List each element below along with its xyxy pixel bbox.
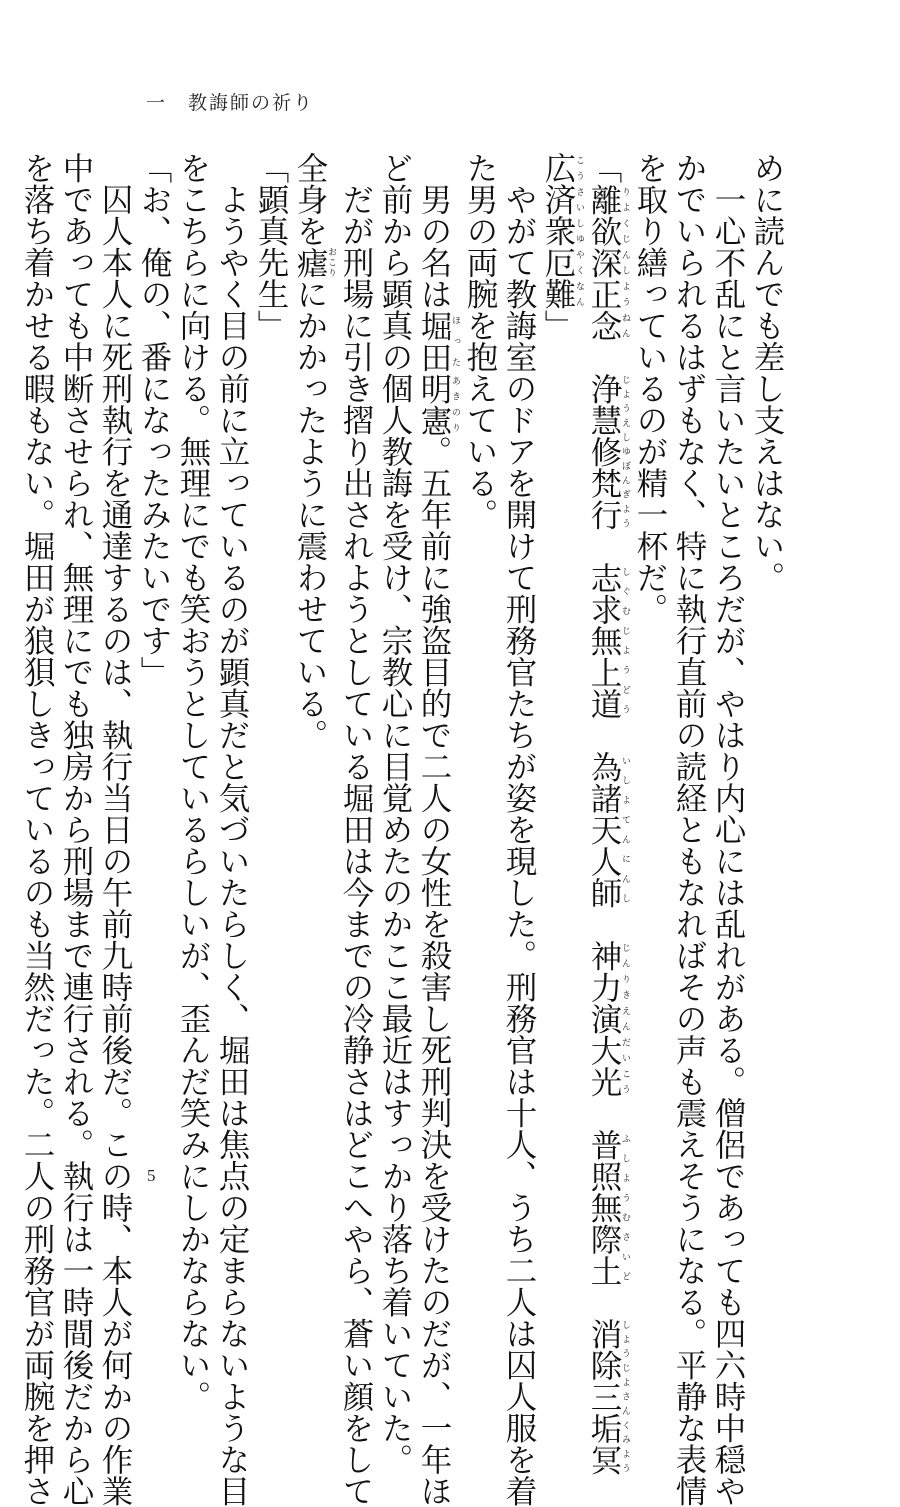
vertical-body-text: [19, 152, 786, 1507]
text-line: 中であっても中断させられ、無理にでも独房から刑場まで連行される。執行は一時間後だから心: [58, 152, 94, 1507]
running-head: 一 教誨師の祈り: [146, 92, 315, 114]
text-line: た男の両腕を抱えている。: [462, 152, 498, 530]
furigana: 消除三垢冥しようじよさんくみよう: [586, 1317, 630, 1475]
text-line: を落ち着かせる暇もない。堀田が狼狽しきっているのも当然だった。二人の刑務官が両腕を押さ: [19, 152, 55, 1507]
furigana: 志求無上道しぐむじようどう: [586, 561, 630, 719]
furigana: 為諸天人師いしよてんにんし: [586, 750, 630, 908]
furigana: 浄慧修梵行じようえしゆぼんぎよう: [586, 372, 630, 530]
text-line: めに読んでも差し支えはない。: [749, 152, 785, 593]
text-line: ようやく目の前に立っているのが顕真だと気づいたらしく、堀田は焦点の定まらないような目: [214, 152, 250, 1507]
page-number: 5: [147, 1166, 156, 1185]
furigana: 神力演大光じんりきえんだいこう: [586, 939, 630, 1097]
text-line: やがて教誨室のドアを開けて刑務官たちが姿を現した。刑務官は十人、うち二人は囚人服を着: [501, 152, 537, 1507]
furigana: 明憲あきのり: [416, 372, 460, 436]
text-line: かでいられるはずもなく、特に執行直前の読経ともなればその声も震えそうになる。平静な表情: [671, 152, 707, 1507]
text-line: 「お、俺の、番になったみたいです」: [136, 152, 172, 688]
furigana: 普照無際土ふしようむさいど: [586, 1128, 630, 1286]
text-line: 全身を瘧おこりにかかったように震わせている。: [292, 152, 336, 751]
furigana: 堀田ほった: [416, 309, 460, 373]
text-line: ど前から顕真の個人教誨を受け、宗教心に目覚めたのかここ最近はすっかり落ち着いていた。: [377, 152, 413, 1475]
text-line: 男の名は堀田ほった明憲あきのり。五年前に強盗目的で二人の女性を殺害し死刑判決を受けたのだが、一年ほ: [416, 152, 460, 1507]
text-line: 囚人本人に死刑執行を通達するのは、執行当日の午前九時前後だ。この時、本人が何かの作業: [97, 152, 133, 1507]
furigana: 離欲深正念りよくじんしようねん: [586, 183, 630, 341]
text-line: を取り繕っているのが精一杯だ。: [632, 152, 668, 625]
text-line-sutra: 広済衆厄難こうさいしゆやくなん」: [540, 152, 584, 341]
text-line: をこちらに向ける。無理にでも笑おうとしているらしいが、歪んだ笑みにしかならない。: [175, 152, 211, 1412]
text-line: 「顕真先生」: [253, 152, 289, 341]
text-line: だが刑場に引き摺り出されようとしている堀田は今までの冷静さはどこへやら、蒼い顔をして: [338, 152, 374, 1507]
furigana: 瘧おこり: [292, 246, 336, 278]
text-line: 一心不乱にと言いたいところだが、やはり内心には乱れがある。僧侶であっても四六時中穏や: [710, 152, 746, 1507]
text-line-sutra: 「離欲深正念りよくじんしようねん 浄慧修梵行じようえしゆぼんぎよう 志求無上道しぐむじようどう 為諸天人師いしよてんにんし 神力演大光じんりきえんだいこう 普照無際土ふしようむさいど 消除三垢冥しようじよさんくみよう: [586, 152, 630, 1475]
furigana: 広済衆厄難こうさいしゆやくなん: [540, 152, 584, 310]
